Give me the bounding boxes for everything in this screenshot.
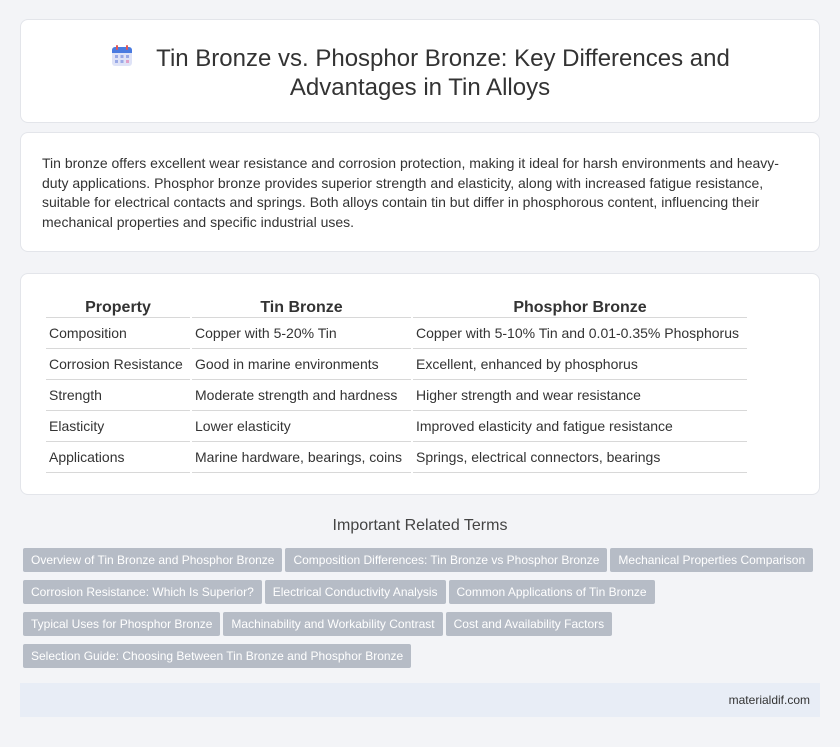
related-term-tag[interactable]: Electrical Conductivity Analysis [265, 580, 446, 604]
related-term-tag[interactable]: Corrosion Resistance: Which Is Superior? [23, 580, 262, 604]
title-card [20, 19, 820, 123]
related-term-tag[interactable]: Selection Guide: Choosing Between Tin Bronze and Phosphor Bronze [23, 644, 411, 668]
table-cell: Improved elasticity and fatigue resistance [413, 411, 747, 442]
table-header-row [46, 296, 747, 318]
footer [20, 683, 820, 717]
table-cell: Corrosion Resistance [46, 349, 190, 380]
related-term-tag[interactable]: Cost and Availability Factors [446, 612, 613, 636]
table-cell: Applications [46, 442, 190, 473]
related-terms-list [23, 548, 823, 676]
table-cell: Strength [46, 380, 190, 411]
related-term-tag[interactable]: Common Applications of Tin Bronze [449, 580, 655, 604]
table-cell: Marine hardware, bearings, coins [192, 442, 411, 473]
comparison-table [44, 296, 749, 473]
related-term-tag[interactable]: Overview of Tin Bronze and Phosphor Bronze [23, 548, 282, 572]
table-row [46, 442, 747, 473]
table-cell: Good in marine environments [192, 349, 411, 380]
table-cell: Excellent, enhanced by phosphorus [413, 349, 747, 380]
related-terms-heading: Important Related Terms [332, 517, 508, 534]
related-term-tag[interactable]: Composition Differences: Tin Bronze vs Phosphor Bronze [285, 548, 607, 572]
column-header-tin-bronze: Tin Bronze [192, 296, 411, 318]
intro-card [20, 132, 820, 252]
table-cell: Moderate strength and hardness [192, 380, 411, 411]
table-cell: Lower elasticity [192, 411, 411, 442]
table-cell: Springs, electrical connectors, bearings [413, 442, 747, 473]
table-cell: Elasticity [46, 411, 190, 442]
table-cell: Copper with 5-10% Tin and 0.01-0.35% Phosphorus [413, 318, 747, 349]
table-row [46, 349, 747, 380]
related-term-tag[interactable]: Machinability and Workability Contrast [223, 612, 442, 636]
page-title: Tin Bronze vs. Phosphor Bronze: Key Differences and Advantages in Tin Alloys [156, 45, 730, 101]
column-header-phosphor-bronze: Phosphor Bronze [413, 296, 747, 318]
page-title-wrap [21, 44, 819, 102]
column-header-property: Property [46, 296, 190, 318]
comparison-card [20, 273, 820, 495]
table-row [46, 411, 747, 442]
table-row [46, 380, 747, 411]
table-cell: Composition [46, 318, 190, 349]
related-term-tag[interactable]: Mechanical Properties Comparison [610, 548, 813, 572]
table-cell: Higher strength and wear resistance [413, 380, 747, 411]
footer-site-link[interactable]: materialdif.com [728, 693, 810, 707]
table-row [46, 318, 747, 349]
related-term-tag[interactable]: Typical Uses for Phosphor Bronze [23, 612, 220, 636]
intro-paragraph: Tin bronze offers excellent wear resistance and corrosion protection, making it ideal for harsh environments and heavy-duty applications. Phosphor bronze provides superior strength and elasticity, along with increased fatigue resistance, suitable for electrical contacts and springs. Both alloys contain tin but differ in phosphorous content, influencing their mechanical properties and specific industrial uses. [42, 155, 779, 230]
table-cell: Copper with 5-20% Tin [192, 318, 411, 349]
calendar-icon [110, 44, 134, 68]
